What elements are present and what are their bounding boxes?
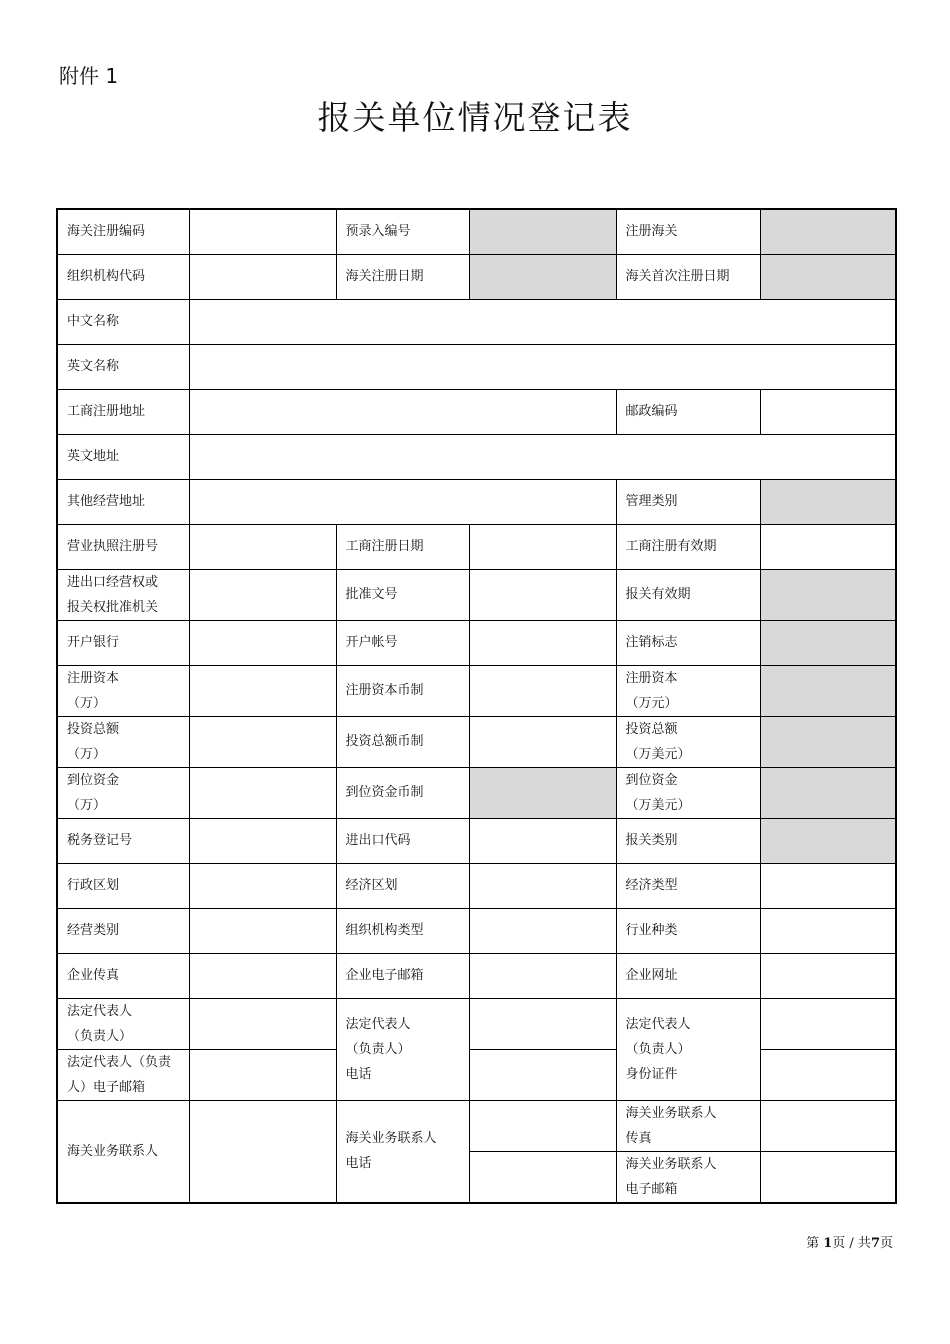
field-cn-name[interactable] (189, 299, 896, 344)
label-line: 海关业务联系人 (625, 1156, 717, 1172)
label-contact: 海关业务联系人 (57, 1100, 189, 1203)
label-customs-reg-code: 海关注册编码 (57, 209, 189, 254)
field-customs-reg-code[interactable] (189, 209, 336, 254)
field-legal-rep-id[interactable] (760, 998, 896, 1049)
label-econ-type: 经济类型 (616, 863, 760, 908)
field-total-invest[interactable] (189, 716, 336, 767)
field-legal-rep-id-2[interactable] (760, 1049, 896, 1100)
label-line: 法定代表人 (67, 1003, 133, 1019)
label-legal-rep-id (616, 998, 760, 1100)
label-mgmt-category: 管理类别 (616, 479, 760, 524)
label-line: 投资总额 (67, 721, 120, 737)
field-bank[interactable] (189, 620, 336, 665)
field-ie-code[interactable] (469, 818, 616, 863)
label-tax-reg-no: 税务登记号 (57, 818, 189, 863)
label-customs-reg-date: 海关注册日期 (336, 254, 469, 299)
label-paid-capital-currency: 到位资金币制 (336, 767, 469, 818)
table-row (57, 1100, 896, 1151)
table-row (57, 665, 896, 716)
field-org-type[interactable] (469, 908, 616, 953)
field-approval-doc-no[interactable] (469, 569, 616, 620)
field-reg-capital-usd (760, 665, 896, 716)
field-fax[interactable] (189, 953, 336, 998)
label-reg-capital-currency: 注册资本币制 (336, 665, 469, 716)
table-row (57, 434, 896, 479)
table-row (57, 254, 896, 299)
label-biz-reg-validity: 工商注册有效期 (616, 524, 760, 569)
label-en-address: 英文地址 (57, 434, 189, 479)
field-en-address[interactable] (189, 434, 896, 479)
label-econ-division: 经济区划 (336, 863, 469, 908)
table-row (57, 818, 896, 863)
field-econ-division[interactable] (469, 863, 616, 908)
field-cancel-flag (760, 620, 896, 665)
field-en-name[interactable] (189, 344, 896, 389)
label-approval-authority (57, 569, 189, 620)
label-total-invest-currency: 投资总额币制 (336, 716, 469, 767)
field-contact[interactable] (189, 1100, 336, 1203)
label-postal-code: 邮政编码 (616, 389, 760, 434)
label-prerecord-no: 预录入编号 (336, 209, 469, 254)
field-biz-category[interactable] (189, 908, 336, 953)
label-line: （万元） (625, 695, 678, 711)
field-prerecord-no (469, 209, 616, 254)
table-row (57, 209, 896, 254)
label-line: 注册资本 (625, 670, 678, 686)
label-admin-division: 行政区划 (57, 863, 189, 908)
field-econ-type[interactable] (760, 863, 896, 908)
label-line: 注册资本 (67, 670, 120, 686)
label-line: 电话 (345, 1156, 372, 1171)
label-legal-rep-phone (336, 998, 469, 1100)
label-biz-reg-date: 工商注册日期 (336, 524, 469, 569)
page-title: 报关单位情况登记表 (317, 98, 633, 137)
table-row (57, 953, 896, 998)
label-line: （负责人） (345, 1041, 411, 1057)
label-line: （万） (67, 746, 107, 762)
label-line: （负责人） (67, 1028, 133, 1044)
label-declaration-category: 报关类别 (616, 818, 760, 863)
label-line: 海关业务联系人 (345, 1131, 437, 1146)
table-row (57, 1049, 896, 1100)
label-account-no: 开户帐号 (336, 620, 469, 665)
field-account-no[interactable] (469, 620, 616, 665)
label-reg-customs: 注册海关 (616, 209, 760, 254)
label-biz-category: 经营类别 (57, 908, 189, 953)
label-line: 海关业务联系人 (625, 1105, 717, 1121)
field-license-no[interactable] (189, 524, 336, 569)
label-website: 企业网址 (616, 953, 760, 998)
label-line: 到位资金 (625, 772, 678, 788)
label-first-reg-date: 海关首次注册日期 (616, 254, 760, 299)
current-page: 1 (823, 1236, 833, 1251)
label-line: 法定代表人（负责 (67, 1054, 172, 1070)
field-total-invest-currency[interactable] (469, 716, 616, 767)
label-contact-email (616, 1151, 760, 1203)
label-total-invest (57, 716, 189, 767)
label-line: （万美元） (625, 746, 691, 762)
label-line: 人）电子邮箱 (67, 1079, 146, 1095)
label-contact-fax (616, 1100, 760, 1151)
table-row (57, 344, 896, 389)
label-other-address: 其他经营地址 (57, 479, 189, 524)
field-email[interactable] (469, 953, 616, 998)
table-row (57, 620, 896, 665)
label-line: 法定代表人 (345, 1016, 411, 1032)
field-declaration-category (760, 818, 896, 863)
field-legal-rep-email[interactable] (189, 1049, 336, 1100)
label-industry-type: 行业种类 (616, 908, 760, 953)
table-row (57, 908, 896, 953)
field-declaration-validity (760, 569, 896, 620)
field-total-invest-usd (760, 716, 896, 767)
label-org-type: 组织机构类型 (336, 908, 469, 953)
label-line: （负责人） (625, 1041, 691, 1057)
field-reg-capital[interactable] (189, 665, 336, 716)
page-number (806, 1232, 893, 1251)
field-first-reg-date (760, 254, 896, 299)
field-other-address[interactable] (189, 479, 616, 524)
label-line: 进出口经营权或 (67, 574, 159, 590)
table-row (57, 863, 896, 908)
field-contact-phone-2[interactable] (469, 1151, 616, 1203)
label-declaration-validity: 报关有效期 (616, 569, 760, 620)
field-contact-email[interactable] (760, 1151, 896, 1203)
label-paid-capital (57, 767, 189, 818)
label-line: 电子邮箱 (625, 1181, 678, 1197)
label-ie-code: 进出口代码 (336, 818, 469, 863)
table-row (57, 569, 896, 620)
label-line: （万） (67, 695, 107, 711)
table-row (57, 524, 896, 569)
field-admin-division[interactable] (189, 863, 336, 908)
table-row (57, 389, 896, 434)
label-org-code: 组织机构代码 (57, 254, 189, 299)
label-line: 报关权批准机关 (67, 599, 159, 615)
label-line: （万） (67, 797, 107, 813)
label-reg-capital (57, 665, 189, 716)
field-paid-capital-currency (469, 767, 616, 818)
label-legal-rep-email (57, 1049, 189, 1100)
label-cn-name: 中文名称 (57, 299, 189, 344)
label-license-no: 营业执照注册号 (57, 524, 189, 569)
field-contact-phone[interactable] (469, 1100, 616, 1151)
table-row (57, 299, 896, 344)
field-legal-rep-phone[interactable] (469, 998, 616, 1049)
label-reg-capital-usd (616, 665, 760, 716)
label-contact-phone (336, 1100, 469, 1203)
label-email: 企业电子邮箱 (336, 953, 469, 998)
field-reg-capital-currency[interactable] (469, 665, 616, 716)
label-line: 电话 (345, 1066, 372, 1082)
field-biz-reg-date[interactable] (469, 524, 616, 569)
field-mgmt-category (760, 479, 896, 524)
field-postal-code[interactable] (760, 389, 896, 434)
page-suffix: 页 (879, 1236, 893, 1251)
page-mid: 页 / 共 (832, 1236, 871, 1251)
label-line: 身份证件 (625, 1066, 678, 1082)
page-prefix: 第 (806, 1236, 824, 1251)
field-biz-reg-address[interactable] (189, 389, 616, 434)
label-bank: 开户银行 (57, 620, 189, 665)
field-customs-reg-date (469, 254, 616, 299)
label-biz-reg-address: 工商注册地址 (57, 389, 189, 434)
field-industry-type[interactable] (760, 908, 896, 953)
label-cancel-flag: 注销标志 (616, 620, 760, 665)
label-line: 到位资金 (67, 772, 120, 788)
label-fax: 企业传真 (57, 953, 189, 998)
label-line: 法定代表人 (625, 1016, 691, 1032)
field-biz-reg-validity[interactable] (760, 524, 896, 569)
label-line: （万美元） (625, 797, 691, 813)
label-legal-rep (57, 998, 189, 1049)
table-row (57, 479, 896, 524)
field-org-code[interactable] (189, 254, 336, 299)
label-line: 投资总额 (625, 721, 678, 737)
field-contact-fax[interactable] (760, 1100, 896, 1151)
field-website[interactable] (760, 953, 896, 998)
field-paid-capital-usd (760, 767, 896, 818)
total-pages: 7 (870, 1236, 880, 1251)
attachment-label: 附件 1 (59, 64, 119, 88)
registration-form-table (56, 208, 897, 1204)
table-row (57, 998, 896, 1049)
field-paid-capital[interactable] (189, 767, 336, 818)
field-approval-authority[interactable] (189, 569, 336, 620)
table-row (57, 767, 896, 818)
label-line: 传真 (625, 1130, 652, 1146)
field-tax-reg-no[interactable] (189, 818, 336, 863)
table-row (57, 716, 896, 767)
field-legal-rep[interactable] (189, 998, 336, 1049)
field-legal-rep-phone-2[interactable] (469, 1049, 616, 1100)
label-paid-capital-usd (616, 767, 760, 818)
label-approval-doc-no: 批准文号 (336, 569, 469, 620)
label-total-invest-usd (616, 716, 760, 767)
label-en-name: 英文名称 (57, 344, 189, 389)
field-reg-customs (760, 209, 896, 254)
